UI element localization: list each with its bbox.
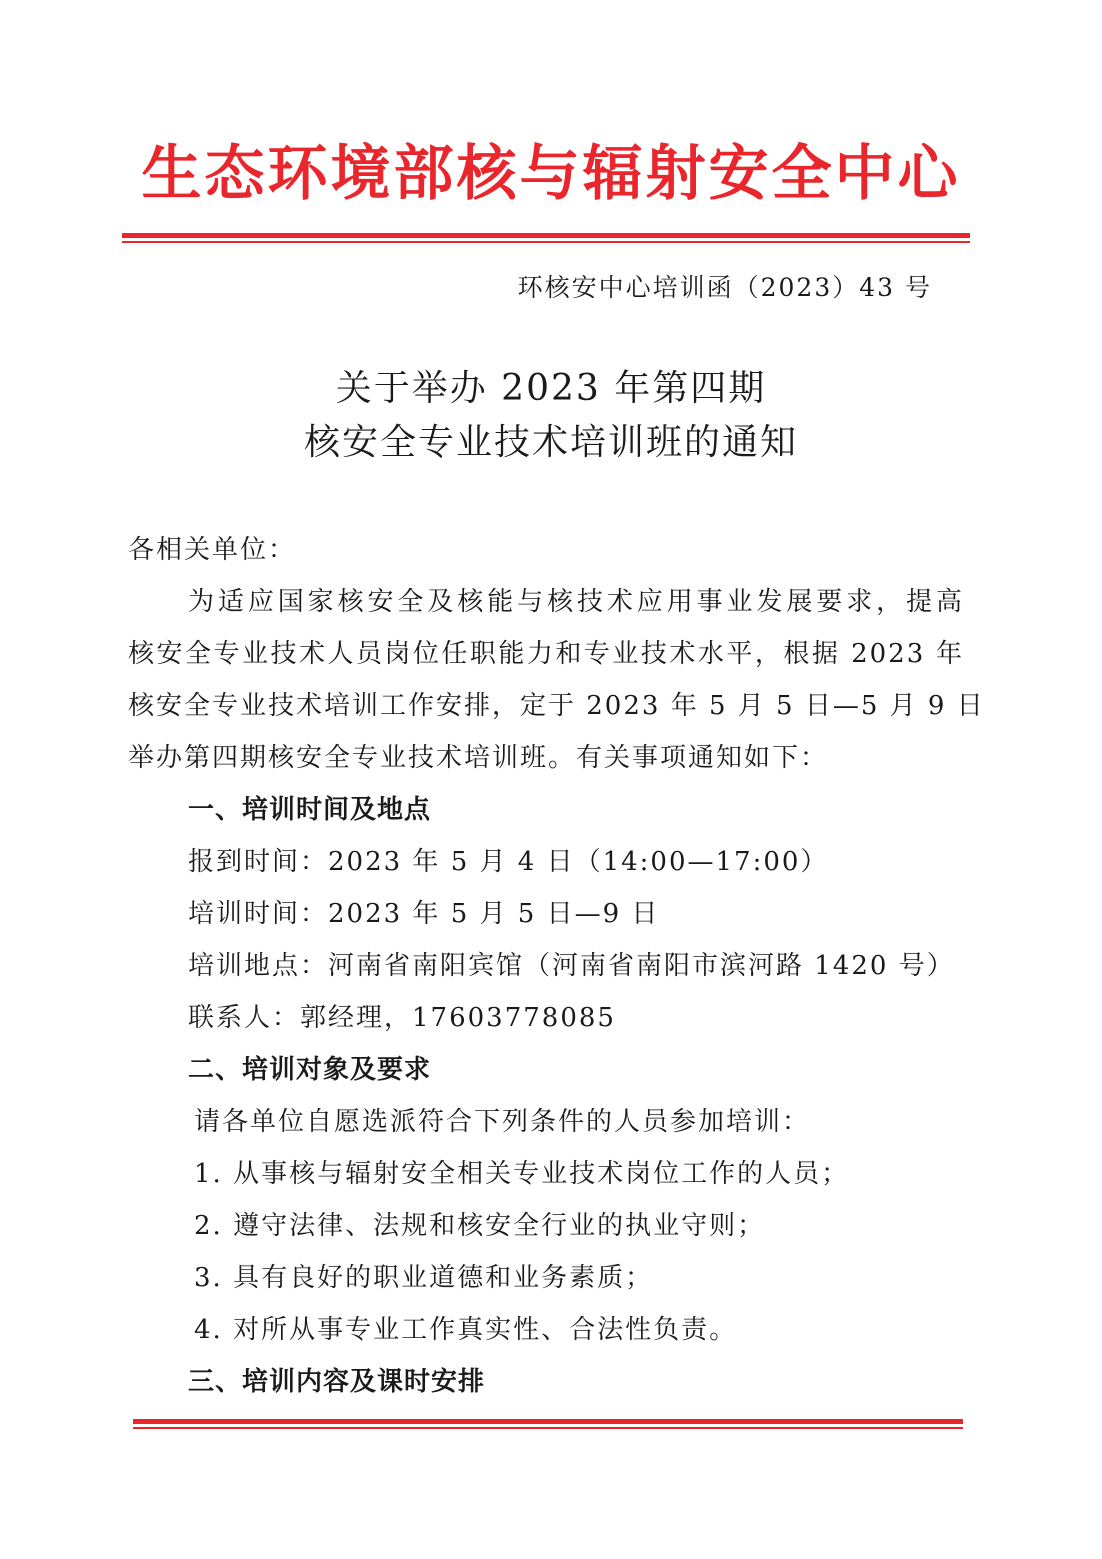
red-rule-thick xyxy=(133,1419,963,1424)
section1-item: 联系人：郭经理，17603778085 xyxy=(188,1003,616,1033)
section1-item: 报到时间：2023 年 5 月 4 日（14:00—17:00） xyxy=(188,847,829,877)
section2-intro: 请各单位自愿选派符合下列条件的人员参加培训： xyxy=(194,1107,811,1137)
letterhead-red-rule xyxy=(122,233,970,243)
section-heading-2: 二、培训对象及要求 xyxy=(188,1055,432,1085)
section-heading-3: 三、培训内容及课时安排 xyxy=(188,1367,486,1397)
section2-item: 2. 遵守法律、法规和核安全行业的执业守则； xyxy=(194,1211,766,1241)
section2-item: 3. 具有良好的职业道德和业务素质； xyxy=(194,1263,654,1293)
footer-red-rule xyxy=(133,1419,963,1429)
section2-item: 1. 从事核与辐射安全相关专业技术岗位工作的人员； xyxy=(194,1159,850,1189)
red-rule-thin xyxy=(133,1427,963,1429)
red-rule-thick xyxy=(122,233,970,238)
section1-item: 培训地点：河南省南阳宾馆（河南省南阳市滨河路 1420 号） xyxy=(188,951,955,981)
intro-line-3: 核安全专业技术培训工作安排，定于 2023 年 5 月 5 日—5 月 9 日 xyxy=(128,691,985,721)
title-line-2: 核安全专业技术培训班的通知 xyxy=(303,422,798,463)
section1-item: 培训时间：2023 年 5 月 5 日—9 日 xyxy=(188,899,660,929)
title-line-1: 关于举办 2023 年第四期 xyxy=(335,368,767,409)
intro-line-4: 举办第四期核安全专业技术培训班。有关事项通知如下： xyxy=(128,743,829,773)
org-letterhead-title: 生态环境部核与辐射安全中心 xyxy=(141,139,961,209)
intro-line-2: 核安全专业技术人员岗位任职能力和专业技术水平，根据 2023 年 xyxy=(128,639,964,669)
section2-item: 4. 对所从事专业工作真实性、合法性负责。 xyxy=(194,1315,738,1345)
document-title xyxy=(0,362,1102,470)
red-rule-thin xyxy=(122,241,970,243)
intro-line-1: 为适应国家核安全及核能与核技术应用事业发展要求，提高 xyxy=(188,587,964,617)
document-number: 环核安中心培训函（2023）43 号 xyxy=(517,273,932,302)
salutation: 各相关单位： xyxy=(128,535,297,565)
section-heading-1: 一、培训时间及地点 xyxy=(188,795,432,825)
